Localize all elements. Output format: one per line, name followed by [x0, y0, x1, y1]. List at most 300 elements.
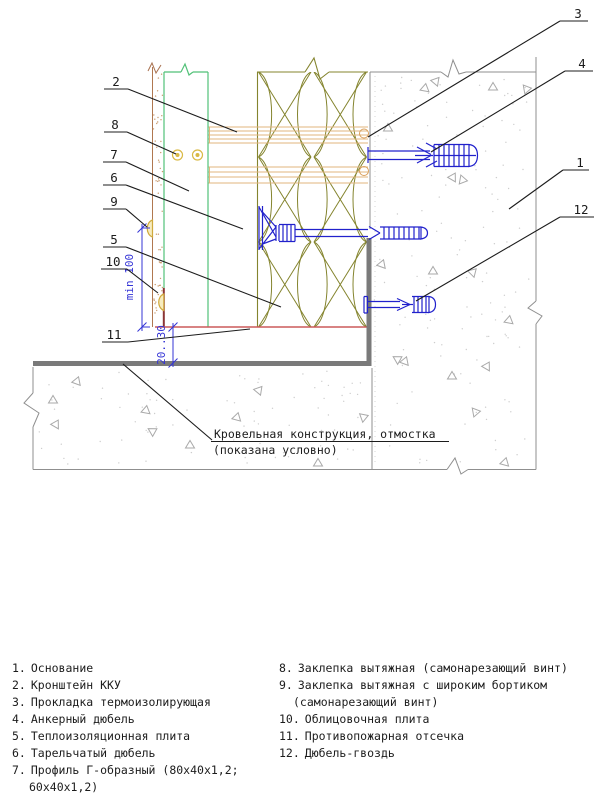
speckle-dot — [353, 449, 354, 450]
speckle-dot — [460, 461, 461, 462]
speckle-dot — [436, 231, 437, 232]
legend-item-number: 7. — [12, 763, 26, 777]
speckle-dot — [158, 178, 159, 179]
speckle-dot — [524, 438, 525, 439]
speckle-dot — [506, 241, 507, 242]
speckle-dot — [445, 169, 446, 170]
speckle-dot — [464, 423, 465, 424]
speckle-dot — [275, 457, 276, 458]
speckle-dot — [142, 407, 143, 408]
speckle-dot — [503, 79, 504, 80]
speckle-dot — [526, 101, 527, 102]
speckle-dot — [382, 180, 383, 181]
speckle-dot — [302, 373, 303, 374]
speckle-dot — [254, 420, 255, 421]
legend-item-text: Прокладка термоизолирующая — [30, 695, 211, 709]
speckle-dot — [430, 277, 431, 278]
speckle-dot — [504, 295, 505, 296]
speckle-dot — [155, 307, 156, 308]
speckle-dot — [486, 419, 487, 420]
speckle-dot — [485, 407, 486, 408]
speckle-dot — [504, 95, 505, 96]
speckle-dot — [118, 372, 119, 373]
speckle-dot — [61, 444, 62, 445]
legend-right-column — [279, 660, 568, 762]
legend-item-text: Теплоизоляционная плита — [30, 729, 191, 743]
speckle-dot — [419, 459, 420, 460]
speckle-dot — [39, 431, 40, 432]
speckle-dot — [411, 255, 412, 256]
speckle-dot — [434, 318, 435, 319]
aggregate-triangle-icon — [482, 360, 494, 371]
speckle-dot — [155, 95, 156, 96]
speckle-dot — [51, 399, 52, 400]
aggregate-triangle-icon — [420, 83, 430, 92]
speckle-dot — [321, 381, 322, 382]
legend-item-continuation — [293, 694, 568, 711]
speckle-dot — [153, 128, 154, 129]
speckle-dot — [155, 140, 156, 141]
speckle-dot — [159, 161, 160, 162]
callout-8: 8 — [111, 117, 119, 132]
speckle-dot — [515, 291, 516, 292]
speckle-dot — [466, 306, 467, 307]
speckle-dot — [154, 303, 155, 304]
speckle-dot — [41, 448, 42, 449]
speckle-dot — [446, 117, 447, 118]
rivet-group — [173, 150, 203, 160]
speckle-dot — [162, 171, 163, 172]
aggregate-triangle-icon — [72, 375, 83, 385]
speckle-dot — [191, 452, 192, 453]
callout-12: 12 — [573, 202, 589, 217]
speckle-dot — [245, 457, 246, 458]
speckle-dot — [161, 247, 162, 248]
speckle-dot — [162, 211, 163, 212]
legend-item — [279, 728, 568, 745]
callout-4: 4 — [578, 56, 586, 71]
speckle-dot — [48, 384, 49, 385]
legend-item-number: 9. — [279, 678, 293, 692]
speckle-dot — [481, 314, 482, 315]
speckle-dot — [234, 402, 235, 403]
speckle-dot — [465, 240, 466, 241]
callout-5: 5 — [110, 232, 118, 247]
speckle-dot — [161, 74, 162, 75]
speckle-dot — [516, 454, 517, 455]
legend-item — [12, 660, 239, 677]
speckle-dot — [357, 394, 358, 395]
speckle-dot — [350, 393, 351, 394]
speckle-dot — [156, 310, 157, 311]
speckle-dot — [357, 417, 358, 418]
speckle-dot — [165, 379, 166, 380]
legend-item-number: 12. — [279, 746, 300, 760]
speckle-dot — [422, 139, 423, 140]
speckle-dot — [360, 382, 361, 383]
aggregate-triangle-icon — [148, 425, 159, 437]
speckle-dot — [172, 424, 173, 425]
speckle-dot — [162, 95, 163, 96]
speckle-dot — [476, 359, 477, 360]
speckle-dot — [343, 387, 344, 388]
speckle-dot — [161, 266, 162, 267]
speckle-dot — [156, 400, 157, 401]
speckle-dot — [496, 177, 497, 178]
legend-item-text: Противопожарная отсечка — [304, 729, 465, 743]
speckle-dot — [486, 272, 487, 273]
l-profile — [164, 64, 208, 327]
speckle-dot — [469, 383, 470, 384]
aggregate-triangle-icon — [254, 384, 266, 396]
speckle-dot — [490, 302, 491, 303]
speckle-dot — [507, 337, 508, 338]
aggregate-triangle-icon — [448, 171, 460, 182]
callout-9: 9 — [110, 194, 118, 209]
speckle-dot — [156, 234, 157, 235]
speckle-dot — [524, 87, 525, 88]
legend-item — [12, 677, 239, 694]
speckle-dot — [430, 320, 431, 321]
speckle-dot — [67, 463, 68, 464]
aggregate-triangle-icon — [459, 175, 468, 185]
speckle-dot — [147, 431, 148, 432]
dimension-20-30 — [169, 323, 178, 368]
speckle-dot — [404, 317, 405, 318]
speckle-dot — [459, 249, 460, 250]
speckle-dot — [161, 290, 162, 291]
speckle-dot — [155, 301, 156, 302]
speckle-dot — [503, 165, 504, 166]
aggregate-triangle-icon — [314, 459, 323, 467]
speckle-dot — [397, 213, 398, 214]
legend-item — [12, 762, 239, 779]
aggregate-triangle-icon — [232, 411, 243, 421]
speckle-dot — [495, 449, 496, 450]
speckle-dot — [158, 285, 159, 286]
speckle-dot — [154, 119, 155, 120]
speckle-dot — [419, 462, 420, 463]
callout-11: 11 — [106, 327, 122, 342]
speckle-dot — [501, 120, 502, 121]
speckle-dot — [397, 403, 398, 404]
speckle-dot — [145, 461, 146, 462]
speckle-dot — [156, 147, 157, 148]
speckle-dot — [474, 165, 475, 166]
speckle-dot — [505, 142, 506, 143]
speckle-dot — [157, 90, 158, 91]
speckle-dot — [484, 115, 485, 116]
speckle-dot — [153, 114, 154, 115]
speckle-dot — [244, 378, 245, 379]
speckle-dot — [172, 399, 173, 400]
note-line-1: Кровельная конструкция, отмостка — [214, 427, 436, 441]
speckle-dot — [416, 276, 417, 277]
speckle-dot — [147, 380, 148, 381]
speckle-dot — [78, 458, 79, 459]
speckle-dot — [157, 117, 158, 118]
speckle-dot — [343, 401, 344, 402]
legend-item-text: Дюбель-гвоздь — [304, 746, 395, 760]
speckle-dot — [491, 193, 492, 194]
speckle-dot — [328, 414, 329, 415]
aggregate-triangle-icon — [186, 441, 195, 449]
speckle-dot — [446, 102, 447, 103]
legend-item-text: (самонарезающий винт) — [293, 695, 439, 709]
speckle-dot — [403, 349, 404, 350]
speckle-dot — [519, 228, 520, 229]
legend-item-number: 8. — [279, 661, 293, 675]
speckle-dot — [337, 458, 338, 459]
speckle-dot — [254, 411, 255, 412]
legend-item-number: 2. — [12, 678, 26, 692]
speckle-dot — [154, 413, 155, 414]
speckle-dot — [451, 237, 452, 238]
legend-item-number: 3. — [12, 695, 26, 709]
legend-item-text: Кронштейн ККУ — [30, 678, 121, 692]
speckle-dot — [445, 184, 446, 185]
anchor-dowel — [368, 143, 478, 167]
speckle-dot — [497, 199, 498, 200]
aggregate-triangle-icon — [360, 411, 370, 422]
legend-item-text: Заклепка вытяжная с широким бортиком — [297, 678, 548, 692]
legend-item — [279, 745, 568, 762]
speckle-dot — [462, 328, 463, 329]
speckle-dot — [506, 335, 507, 336]
legend-item — [12, 694, 239, 711]
speckle-dot — [294, 397, 295, 398]
speckle-dot — [246, 462, 247, 463]
speckle-dot — [158, 193, 159, 194]
speckle-dot — [159, 261, 160, 262]
legend-item-number: 1. — [12, 661, 26, 675]
speckle-dot — [427, 327, 428, 328]
speckle-dot — [517, 208, 518, 209]
speckle-dot — [186, 409, 187, 410]
speckle-dot — [384, 111, 385, 112]
dimension-20-30-label: 20..30 — [155, 325, 168, 365]
speckle-dot — [439, 196, 440, 197]
speckle-dot — [160, 249, 161, 250]
speckle-dot — [377, 135, 378, 136]
speckle-dot — [158, 234, 159, 235]
aggregate-triangle-icon — [429, 267, 438, 275]
speckle-dot — [314, 387, 315, 388]
speckle-dot — [159, 285, 160, 286]
speckle-dot — [379, 259, 380, 260]
speckle-dot — [505, 334, 506, 335]
speckle-dot — [149, 399, 150, 400]
speckle-dot — [160, 152, 161, 153]
speckle-dot — [466, 277, 467, 278]
speckle-dot — [508, 401, 509, 402]
aggregate-triangle-icon — [377, 258, 388, 268]
speckle-dot — [511, 95, 512, 96]
speckle-dot — [100, 441, 101, 442]
speckle-dot — [513, 124, 514, 125]
speckle-dot — [472, 110, 473, 111]
speckle-dot — [494, 243, 495, 244]
speckle-dot — [466, 349, 467, 350]
speckle-dot — [258, 378, 259, 379]
speckle-dot — [154, 312, 155, 313]
speckle-dot — [347, 448, 348, 449]
speckle-dot — [374, 299, 375, 300]
speckle-dot — [118, 462, 119, 463]
speckle-dot — [382, 104, 383, 105]
speckle-dot — [400, 88, 401, 89]
callout-7: 7 — [110, 147, 118, 162]
speckle-dot — [385, 139, 386, 140]
speckle-dot — [160, 184, 161, 185]
speckle-dot — [507, 93, 508, 94]
aggregate-triangle-icon — [393, 353, 404, 365]
speckle-dot — [426, 460, 427, 461]
speckle-dot — [441, 223, 442, 224]
speckle-dot — [504, 399, 505, 400]
note-roof-structure — [123, 364, 449, 457]
speckle-dot — [323, 398, 324, 399]
speckle-dot — [384, 282, 385, 283]
speckle-dot — [483, 126, 484, 127]
speckle-dot — [328, 385, 329, 386]
legend-item — [12, 728, 239, 745]
speckle-dot — [326, 371, 327, 372]
speckle-dot — [226, 400, 227, 401]
speckle-dot — [400, 82, 401, 83]
legend-item — [279, 660, 568, 677]
callout-10: 10 — [105, 254, 121, 269]
speckle-dot — [421, 210, 422, 211]
speckle-dot — [393, 113, 394, 114]
speckle-dot — [146, 393, 147, 394]
nail-dowel — [364, 296, 436, 313]
speckle-dot — [158, 294, 159, 295]
speckle-dot — [504, 307, 505, 308]
speckle-dot — [146, 430, 147, 431]
legend-item-number: 11. — [279, 729, 300, 743]
speckle-dot — [73, 387, 74, 388]
speckle-dot — [158, 249, 159, 250]
legend-item-text: Заклепка вытяжная (самонарезающий винт) — [297, 661, 568, 675]
speckle-dot — [425, 314, 426, 315]
speckle-dot — [493, 343, 494, 344]
speckle-dot — [457, 254, 458, 255]
speckle-dot — [411, 391, 412, 392]
speckle-dot — [158, 160, 159, 161]
speckle-dot — [460, 373, 461, 374]
speckle-dot — [381, 163, 382, 164]
speckle-dot — [101, 398, 102, 399]
legend-left-column — [12, 660, 239, 796]
speckle-dot — [479, 85, 480, 86]
speckle-dot — [239, 375, 240, 376]
speckle-dot — [508, 188, 509, 189]
speckle-dot — [488, 336, 489, 337]
speckle-dot — [440, 355, 441, 356]
speckle-dot — [439, 84, 440, 85]
speckle-dot — [161, 262, 162, 263]
speckle-dot — [54, 409, 55, 410]
aggregate-triangle-icon — [448, 372, 457, 380]
mineral-wool-hatch — [257, 72, 368, 327]
speckle-dot — [519, 129, 520, 130]
speckle-dot — [510, 411, 511, 412]
legend-item-text: 60x40x1,2) — [29, 780, 99, 794]
speckle-dot — [382, 153, 383, 154]
speckle-dot — [482, 281, 483, 282]
speckle-dot — [156, 123, 157, 124]
speckle-dot — [258, 423, 259, 424]
speckle-dot — [502, 311, 503, 312]
speckle-dot — [318, 407, 319, 408]
legend-item-number: 4. — [12, 712, 26, 726]
speckle-dot — [119, 407, 120, 408]
speckle-dot — [485, 150, 486, 151]
speckle-dot — [155, 284, 156, 285]
speckle-dot — [495, 319, 496, 320]
speckle-dot — [272, 408, 273, 409]
legend-item — [12, 711, 239, 728]
speckle-dot — [135, 421, 136, 422]
speckle-dot — [155, 180, 156, 181]
dimension-min-100 — [138, 224, 151, 332]
legend-item — [279, 711, 568, 728]
speckle-dot — [486, 336, 487, 337]
callout-3: 3 — [574, 6, 582, 21]
speckle-dot — [161, 115, 162, 116]
rivet-icon — [176, 154, 179, 157]
speckle-dot — [426, 285, 427, 286]
speckle-dot — [441, 344, 442, 345]
speckle-dot — [157, 181, 158, 182]
speckle-dot — [154, 300, 155, 301]
insulation-board — [257, 58, 368, 327]
speckle-dot — [158, 180, 159, 181]
speckle-dot — [414, 100, 415, 101]
legend-item-number: 10. — [279, 712, 300, 726]
aggregate-triangle-icon — [489, 83, 498, 91]
aggregate-triangle-icon — [51, 418, 63, 429]
speckle-dot — [434, 342, 435, 343]
rivet-icon — [196, 154, 199, 157]
legend-item-text: Профиль Г-образный (80x40x1,2; — [30, 763, 239, 777]
speckle-dot — [63, 458, 64, 459]
dimension-min-100-label: min 100 — [123, 253, 136, 301]
speckle-dot — [528, 278, 529, 279]
speckle-dot — [470, 316, 471, 317]
speckle-dot — [456, 134, 457, 135]
legend-item-text: Анкерный дюбель — [30, 712, 135, 726]
legend-item-continuation — [29, 779, 239, 796]
speckle-dot — [102, 388, 103, 389]
speckle-dot — [412, 145, 413, 146]
speckle-dot — [390, 424, 391, 425]
speckle-dot — [431, 175, 432, 176]
speckle-dot — [427, 125, 428, 126]
aggregate-triangle-icon — [141, 405, 151, 414]
speckle-dot — [389, 445, 390, 446]
speckle-dot — [160, 278, 161, 279]
speckle-dot — [153, 298, 154, 299]
aggregate-triangle-icon — [523, 84, 532, 94]
speckle-dot — [401, 177, 402, 178]
speckle-dot — [411, 80, 412, 81]
speckle-dot — [162, 287, 163, 288]
speckle-dot — [475, 169, 476, 170]
wide-flange-rivet-icon — [159, 294, 164, 311]
speckle-dot — [156, 426, 157, 427]
